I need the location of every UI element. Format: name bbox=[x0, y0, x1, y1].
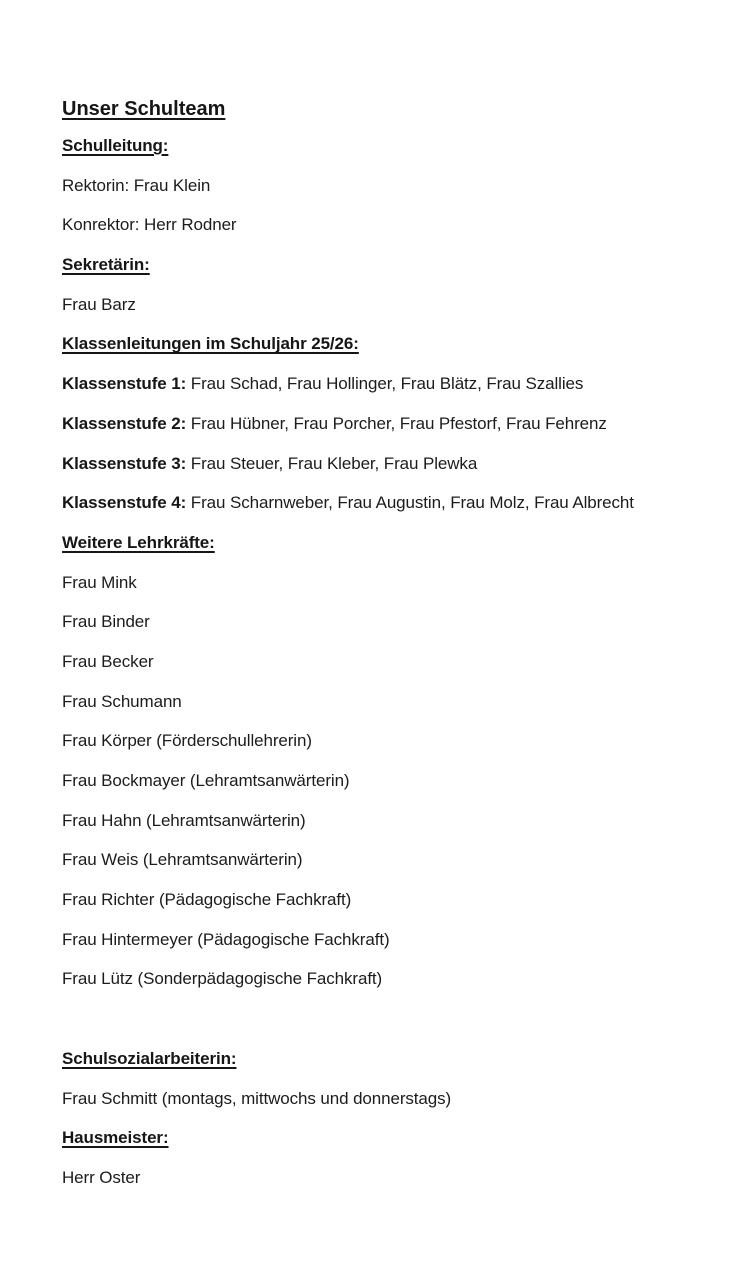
section-heading-klassenleitungen: Klassenleitungen im Schuljahr 25/26: bbox=[62, 334, 359, 354]
konrektor-line: Konrektor: Herr Rodner bbox=[62, 215, 237, 235]
teacher-list-item: Frau Bockmayer (Lehramtsanwärterin) bbox=[62, 771, 350, 790]
blank-line bbox=[62, 1008, 722, 1048]
teacher-list-item: Frau Weis (Lehramtsanwärterin) bbox=[62, 850, 303, 870]
teacher-list-item: Frau Körper (Förderschullehrerin) bbox=[62, 731, 312, 751]
section-heading-hausmeister: Hausmeister: bbox=[62, 1128, 169, 1148]
document-body bbox=[62, 96, 722, 1207]
klassenstufe-teachers: Frau Scharnweber, Frau Augustin, Frau Molz, Frau Albrecht bbox=[186, 493, 634, 513]
page-title: Unser Schulteam bbox=[62, 98, 226, 120]
teacher-list-item: Frau Becker bbox=[62, 651, 154, 671]
teacher-list-item: Frau Lütz (Sonderpädagogische Fachkraft) bbox=[62, 969, 383, 989]
klassenstufe-row bbox=[62, 413, 722, 435]
hausmeister-name: Herr Oster bbox=[62, 1167, 141, 1187]
teacher-list-item: Frau Binder bbox=[62, 612, 150, 632]
klassenstufe-teachers: Frau Schad, Frau Hollinger, Frau Blätz, Frau Szallies bbox=[186, 374, 584, 394]
teacher-list-item: Frau Schumann bbox=[62, 691, 182, 711]
teacher-list-item: Frau Richter (Pädagogische Fachkraft) bbox=[62, 890, 352, 910]
klassenstufe-row bbox=[62, 373, 722, 395]
sekretaerin-name: Frau Barz bbox=[62, 294, 136, 314]
klassenstufe-teachers: Frau Hübner, Frau Porcher, Frau Pfestorf, Frau Fehrenz bbox=[186, 413, 607, 433]
section-heading-weitere-lehrkraefte: Weitere Lehrkräfte: bbox=[62, 532, 215, 552]
klassenstufe-row bbox=[62, 453, 722, 475]
section-heading-schulleitung: Schulleitung: bbox=[62, 136, 169, 155]
klassenstufe-label: Klassenstufe 3: bbox=[62, 453, 187, 473]
klassenstufe-label: Klassenstufe 4: bbox=[62, 493, 187, 513]
teacher-list-item: Frau Hintermeyer (Pädagogische Fachkraft) bbox=[62, 929, 390, 949]
teacher-list-item: Frau Mink bbox=[62, 572, 137, 592]
klassenstufe-row bbox=[62, 492, 722, 514]
klassenstufe-teachers: Frau Steuer, Frau Kleber, Frau Plewka bbox=[186, 453, 478, 473]
klassenstufe-label: Klassenstufe 1: bbox=[62, 374, 187, 394]
schulsozialarbeiterin-name: Frau Schmitt (montags, mittwochs und donnerstags) bbox=[62, 1088, 452, 1108]
rektorin-line: Rektorin: Frau Klein bbox=[62, 175, 211, 195]
section-heading-schulsozialarbeiterin: Schulsozialarbeiterin: bbox=[62, 1048, 237, 1068]
section-heading-sekretaerin: Sekretärin: bbox=[62, 255, 150, 275]
teacher-list-item: Frau Hahn (Lehramtsanwärterin) bbox=[62, 810, 306, 830]
klassenstufe-label: Klassenstufe 2: bbox=[62, 413, 187, 433]
